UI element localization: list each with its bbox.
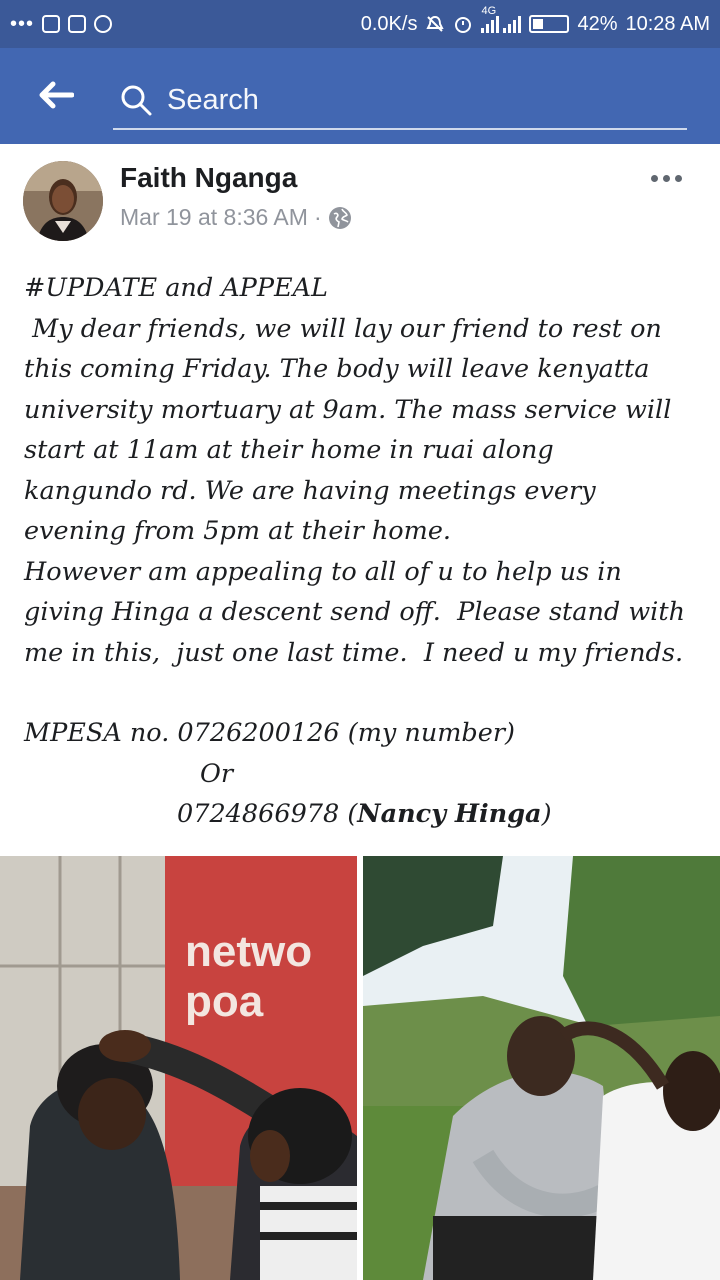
- post-line: this coming Friday. The body will leave kenyatta: [24, 354, 650, 384]
- post-line: me in this, just one last time. I need u my friends.: [24, 637, 684, 668]
- signal-icon: [481, 5, 521, 33]
- second-number-line: [24, 794, 714, 835]
- photo-left-image: [0, 856, 357, 1280]
- second-number: 0724866978 (: [177, 799, 358, 829]
- or-line: Or: [200, 758, 234, 789]
- notification-icon: [42, 15, 60, 33]
- post-line: kangundo rd. We are having meetings every: [24, 475, 596, 506]
- messenger-icon: [94, 15, 112, 33]
- alarm-icon: [453, 14, 473, 34]
- blank-line: [24, 673, 714, 713]
- post-line: start at 11am at their home in ruai along: [24, 435, 554, 465]
- globe-icon: [328, 206, 352, 230]
- post-photos: [0, 856, 720, 1280]
- mpesa-line: MPESA no. 0726200126 (my number): [24, 718, 515, 748]
- battery-icon: [529, 15, 569, 33]
- post-line: My dear friends, we will lay our friend to rest on: [24, 313, 662, 344]
- more-dots-icon: [651, 175, 658, 182]
- mute-icon: [425, 14, 445, 34]
- second-name: Nancy Hinga: [357, 799, 542, 829]
- post-line: #UPDATE and APPEAL: [24, 273, 328, 303]
- app-bar: [0, 48, 720, 144]
- more-dots-icon: •••: [10, 12, 35, 35]
- photo-left[interactable]: [0, 856, 357, 1280]
- photo-right-image: [363, 856, 720, 1280]
- post-line: However am appealing to all of u to help us in: [24, 556, 622, 587]
- net-speed: 0.0K/s: [360, 12, 418, 35]
- avatar[interactable]: [23, 161, 103, 241]
- post-line: university mortuary at 9am. The mass service will: [24, 394, 672, 425]
- post-meta: [120, 204, 352, 231]
- post-line: evening from 5pm at their home.: [24, 516, 452, 546]
- back-arrow-icon: [38, 80, 74, 110]
- battery-percent: 42%: [577, 12, 618, 35]
- search-input[interactable]: [113, 72, 687, 130]
- clock: 10:28 AM: [625, 12, 710, 35]
- back-button[interactable]: [32, 70, 80, 120]
- post-author[interactable]: Faith Nganga: [120, 162, 298, 193]
- status-left-icons: [10, 13, 112, 36]
- profile-photo: [23, 161, 103, 241]
- post-line: giving Hinga a descent send off. Please stand with: [24, 597, 685, 627]
- status-right: [360, 5, 710, 36]
- network-label: 4G: [481, 5, 497, 17]
- second-close: ): [541, 799, 552, 829]
- search-icon: [119, 83, 153, 117]
- sign-text-2: poa: [185, 977, 264, 1026]
- photo-right[interactable]: [363, 856, 720, 1280]
- search-placeholder: Search: [167, 83, 259, 116]
- post-timestamp[interactable]: Mar 19 at 8:36 AM: [120, 204, 308, 230]
- sign-text-1: netwo: [185, 927, 313, 976]
- instagram-icon: [68, 15, 86, 33]
- meta-separator: ·: [313, 204, 322, 230]
- status-bar: [0, 0, 720, 48]
- post-options-button[interactable]: [644, 166, 688, 190]
- post-body: [24, 268, 714, 835]
